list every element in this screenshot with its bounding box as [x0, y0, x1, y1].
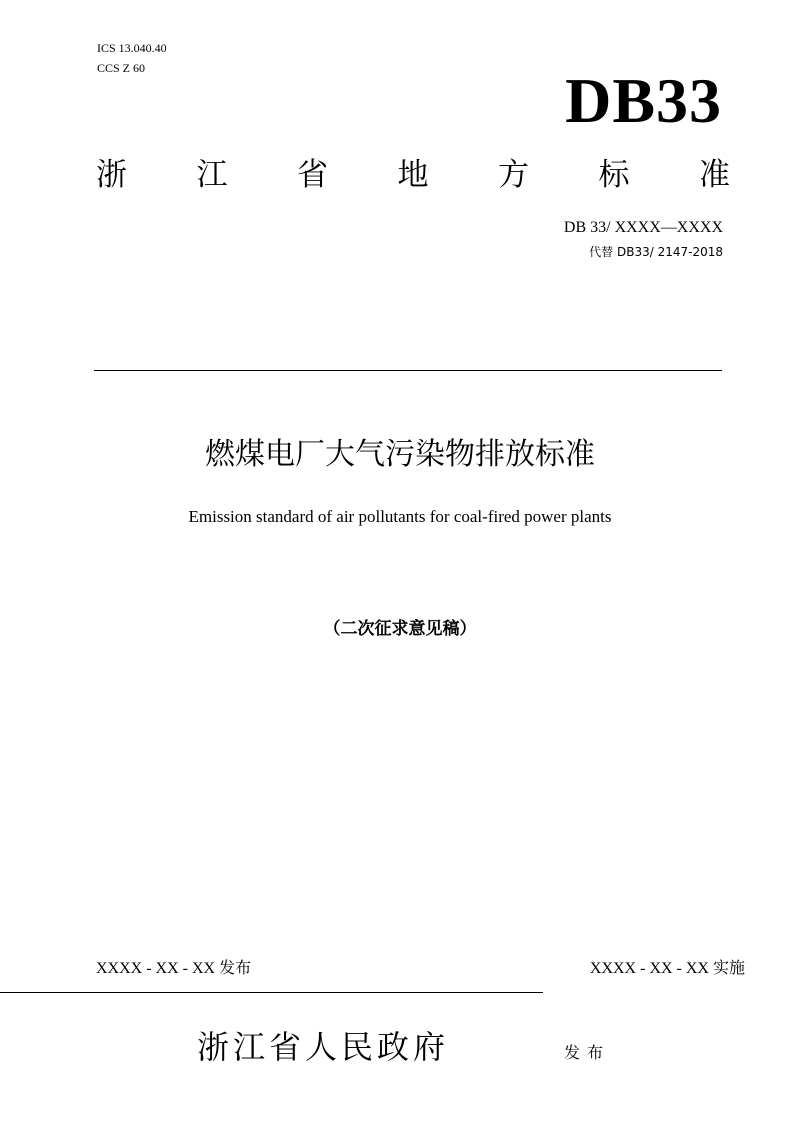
bottom-divider — [0, 992, 543, 993]
standard-type — [96, 153, 730, 197]
standard-type-char: 准 — [699, 157, 730, 193]
db-logo: DB33 — [565, 65, 722, 136]
standard-type-char: 地 — [397, 157, 429, 193]
replaces-standard: 代替 DB33/ 2147-2018 — [589, 245, 723, 259]
title-chinese: 燃煤电厂大气污染物排放标准 — [205, 437, 595, 472]
standard-type-char: 江 — [196, 157, 228, 193]
standard-type-char: 方 — [498, 157, 529, 193]
issue-date: XXXX - XX - XX 发布 — [96, 960, 252, 977]
standard-type-char: 浙 — [96, 157, 127, 193]
title-english: Emission standard of air pollutants for coal-fired power plants — [188, 507, 612, 526]
standard-type-char: 标 — [598, 157, 630, 193]
draft-note: （二次征求意见稿） — [323, 619, 477, 639]
ccs-code: CCS Z 60 — [97, 61, 146, 75]
publisher: 浙江省人民政府 — [197, 1028, 450, 1066]
implementation-date: XXXX - XX - XX 实施 — [589, 960, 745, 977]
standard-type-char: 省 — [297, 157, 328, 193]
publish-word: 发布 — [564, 1043, 611, 1062]
ics-code: ICS 13.040.40 — [97, 41, 167, 55]
top-divider — [94, 370, 722, 371]
standard-number: DB 33/ XXXX—XXXX — [563, 219, 723, 236]
